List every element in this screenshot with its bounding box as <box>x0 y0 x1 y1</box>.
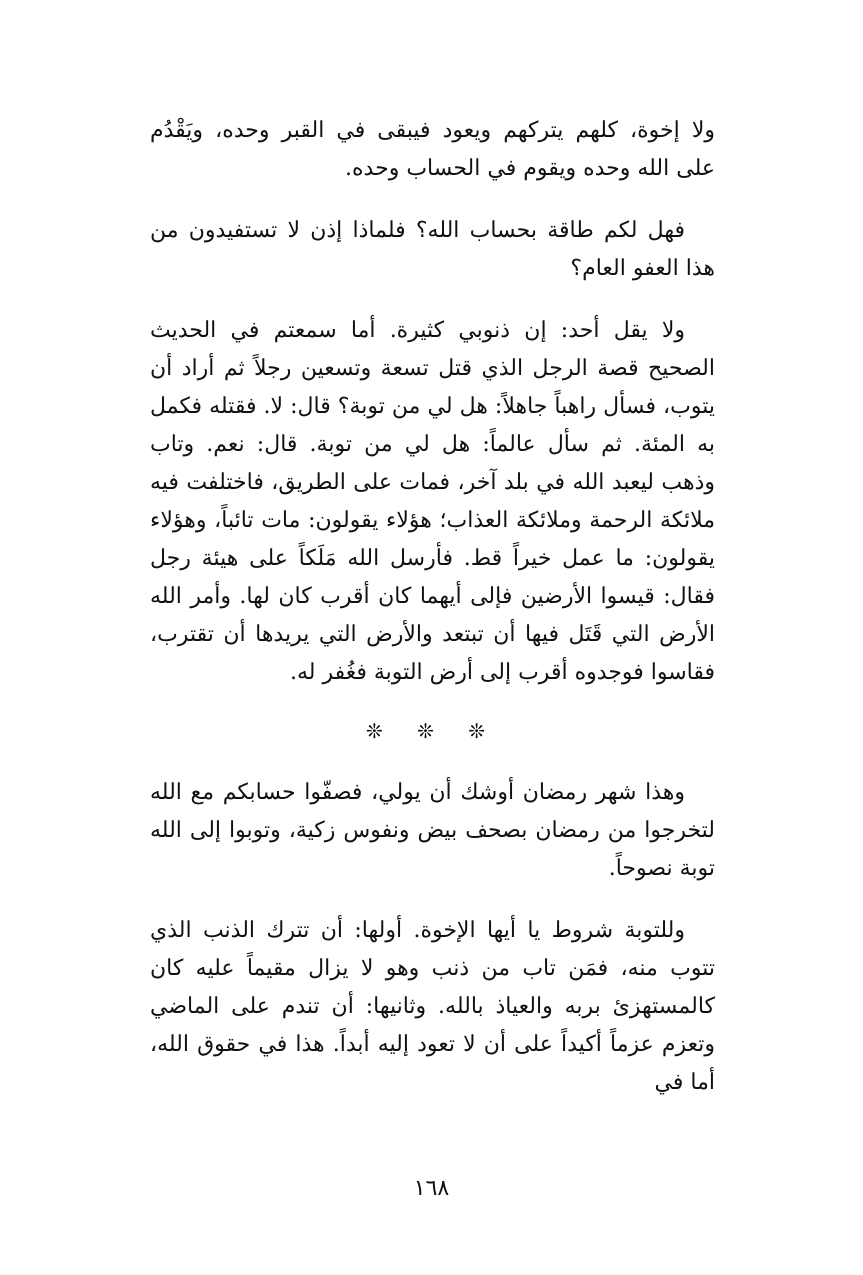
paragraph-ramadan: وهذا شهر رمضان أوشك أن يولي، فصفّوا حسابكم مع الله لتخرجوا من رمضان بصحف بيض ونفوس زكية، وتوبوا إلى الله توبة نصوحاً. <box>150 780 715 881</box>
section-separator: ❊ ❊ ❊ <box>366 719 499 743</box>
page-body <box>150 112 715 1126</box>
paragraph-repentance-conditions: وللتوبة شروط يا أيها الإخوة. أولها: أن تترك الذنب الذي تتوب منه، فمَن تاب من ذنب وهو لا يزال مقيماً عليه كان كالمستهزئ بربه والعياذ بالله. وثانيها: أن تندم على الماضي وتعزم عزماً أكيداً على أن لا تعود إليه أبداً. هذا في حقوق الله، أما في <box>150 918 715 1095</box>
paragraph-hadith-story: ولا يقل أحد: إن ذنوبي كثيرة. أما سمعتم في الحديث الصحيح قصة الرجل الذي قتل تسعة وتسعين رجلاً ثم أراد أن يتوب، فسأل راهباً جاهلاً: هل لي من توبة؟ قال: لا. فقتله فكمل به المئة. ثم سأل عالماً: هل لي من توبة. قال: نعم. وتاب وذهب ليعبد الله في بلد آخر، فمات على الطريق، فاختلفت فيه ملائكة الرحمة وملائكة العذاب؛ هؤلاء يقولون: مات تائباً، وهؤلاء يقولون: ما عمل خيراً قط. فأرسل الله مَلَكاً على هيئة رجل فقال: قيسوا الأرضين فإلى أيهما كان أقرب كان لها. وأمر الله الأرض التي قَتَل فيها أن تبتعد والأرض التي يريدها أن تقترب، فقاسوا فوجدوه أقرب إلى أرض التوبة فغُفر له. <box>150 318 715 685</box>
page-number: ١٦٨ <box>413 1176 450 1201</box>
paragraph-continuation: ولا إخوة، كلهم يتركهم ويعود فيبقى في القبر وحده، ويَقْدُم على الله وحده ويقوم في الحساب وحده. <box>150 118 715 181</box>
paragraph-question: فهل لكم طاقة بحساب الله؟ فلماذا إذن لا تستفيدون من هذا العفو العام؟ <box>150 218 715 281</box>
